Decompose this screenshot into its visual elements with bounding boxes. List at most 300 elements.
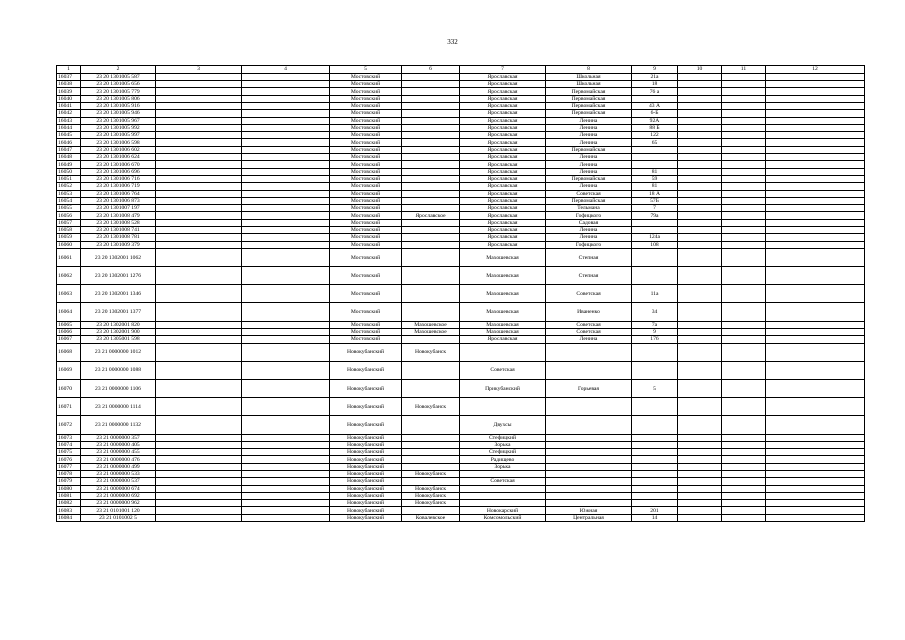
table-cell: Ярославская	[460, 81, 546, 88]
table-cell: Первомайская	[546, 110, 632, 117]
table-cell	[242, 470, 330, 477]
table-cell	[402, 124, 460, 131]
table-cell: Мостовский	[330, 212, 402, 219]
table-cell	[546, 416, 632, 434]
table-cell	[632, 485, 678, 492]
table-cell	[546, 463, 632, 470]
table-cell: 11а	[632, 285, 678, 303]
table-cell	[242, 456, 330, 463]
table-cell: Ярославская	[460, 336, 546, 343]
table-cell: 122	[632, 132, 678, 139]
table-cell	[632, 219, 678, 226]
table-cell	[242, 117, 330, 124]
table-cell: Мостовский	[330, 168, 402, 175]
table-cell	[722, 379, 766, 397]
table-row	[57, 197, 865, 204]
table-cell	[678, 456, 722, 463]
table-cell: Ярославская	[460, 139, 546, 146]
table-cell	[156, 102, 242, 109]
table-cell: Ленина	[546, 227, 632, 234]
table-cell: 23 20 1301008 781	[81, 234, 156, 241]
table-cell	[722, 449, 766, 456]
table-cell	[766, 507, 865, 514]
table-cell: Ярославская	[460, 95, 546, 102]
table-cell	[722, 470, 766, 477]
table-cell: 16043	[57, 117, 81, 124]
table-cell: 16079	[57, 478, 81, 485]
table-cell: Махошевская	[460, 285, 546, 303]
table-cell	[766, 95, 865, 102]
table-cell: Двухсы	[460, 416, 546, 434]
table-cell	[156, 379, 242, 397]
table-cell	[242, 190, 330, 197]
table-cell	[766, 478, 865, 485]
table-cell: Мостовский	[330, 227, 402, 234]
table-row	[57, 102, 865, 109]
table-cell	[678, 227, 722, 234]
table-cell: Ленина	[546, 168, 632, 175]
table-cell: 21а	[632, 73, 678, 80]
table-cell	[722, 434, 766, 441]
table-cell: Махошевская	[460, 328, 546, 335]
header-cell: 8	[546, 66, 632, 74]
table-cell	[546, 449, 632, 456]
table-cell: 5	[632, 379, 678, 397]
table-cell	[678, 241, 722, 248]
table-cell: 16064	[57, 303, 81, 321]
table-cell: 16074	[57, 441, 81, 448]
table-cell	[722, 81, 766, 88]
table-cell	[678, 234, 722, 241]
table-cell	[402, 183, 460, 190]
table-cell	[402, 146, 460, 153]
table-row	[57, 110, 865, 117]
table-cell	[402, 73, 460, 80]
table-cell: Новокубанский	[330, 441, 402, 448]
table-cell: 16084	[57, 514, 81, 521]
table-cell: Мостовский	[330, 161, 402, 168]
table-cell: Новокубанский	[330, 492, 402, 499]
table-cell: 16065	[57, 321, 81, 328]
table-row	[57, 124, 865, 131]
table-cell: 43 А	[632, 102, 678, 109]
table-cell: Новокубанский	[330, 500, 402, 507]
table-cell: 23 20 1301006 598	[81, 139, 156, 146]
table-cell	[678, 139, 722, 146]
table-cell	[156, 485, 242, 492]
table-row	[57, 205, 865, 212]
table-cell	[156, 110, 242, 117]
table-cell	[766, 161, 865, 168]
table-cell: 23 21 0000000 692	[81, 492, 156, 499]
table-cell: 16070	[57, 379, 81, 397]
table-cell: Мостовский	[330, 336, 402, 343]
table-cell	[722, 73, 766, 80]
table-cell	[242, 492, 330, 499]
table-cell	[722, 478, 766, 485]
table-row	[57, 241, 865, 248]
table-cell	[156, 81, 242, 88]
table-cell	[546, 478, 632, 485]
table-cell: Ярославская	[460, 205, 546, 212]
table-cell: Новокубанский	[330, 478, 402, 485]
table-cell	[722, 102, 766, 109]
table-cell	[766, 485, 865, 492]
table-header-row	[57, 66, 865, 74]
table-cell	[460, 343, 546, 361]
table-cell: 23 20 1301009 379	[81, 241, 156, 248]
table-cell	[766, 146, 865, 153]
table-cell	[766, 219, 865, 226]
table-cell	[402, 168, 460, 175]
table-cell	[766, 190, 865, 197]
table-cell: 16055	[57, 205, 81, 212]
table-cell	[546, 441, 632, 448]
table-cell	[766, 456, 865, 463]
table-cell	[722, 219, 766, 226]
table-cell: Мостовский	[330, 73, 402, 80]
table-cell	[632, 95, 678, 102]
table-cell	[766, 267, 865, 285]
table-cell: Мостовский	[330, 328, 402, 335]
table-cell	[156, 321, 242, 328]
table-cell	[402, 139, 460, 146]
table-body	[57, 66, 865, 522]
table-cell: 16072	[57, 416, 81, 434]
table-cell: 23 20 1301008 528	[81, 219, 156, 226]
table-cell	[678, 500, 722, 507]
table-cell	[678, 124, 722, 131]
table-cell: Ленина	[546, 154, 632, 161]
table-cell: Мостовский	[330, 234, 402, 241]
table-cell	[766, 492, 865, 499]
table-cell	[678, 154, 722, 161]
table-cell	[678, 190, 722, 197]
table-cell	[766, 434, 865, 441]
table-cell: 16075	[57, 449, 81, 456]
table-cell	[156, 303, 242, 321]
table-cell: 23 21 0000000 357	[81, 434, 156, 441]
table-cell	[678, 303, 722, 321]
table-cell	[632, 161, 678, 168]
table-cell	[766, 336, 865, 343]
table-cell	[678, 183, 722, 190]
table-cell	[678, 463, 722, 470]
table-cell: Ярославская	[460, 102, 546, 109]
table-cell	[722, 110, 766, 117]
table-cell	[156, 234, 242, 241]
table-cell	[632, 470, 678, 477]
table-cell: 16044	[57, 124, 81, 131]
table-cell	[722, 212, 766, 219]
table-cell	[722, 227, 766, 234]
table-cell	[156, 88, 242, 95]
table-cell	[242, 463, 330, 470]
table-cell	[460, 485, 546, 492]
table-row	[57, 154, 865, 161]
table-cell	[242, 95, 330, 102]
table-cell: Махошевская	[460, 303, 546, 321]
table-row	[57, 132, 865, 139]
table-row	[57, 73, 865, 80]
table-cell: 23 21 0000000 1106	[81, 379, 156, 397]
table-cell: Мостовский	[330, 81, 402, 88]
table-cell: Мостовский	[330, 132, 402, 139]
table-cell	[722, 154, 766, 161]
table-cell: Ярославская	[460, 227, 546, 234]
table-cell: Новокубанский	[330, 361, 402, 379]
table-cell: 81	[632, 168, 678, 175]
table-cell: 23 21 0000000 1114	[81, 398, 156, 416]
table-cell: Махошевская	[460, 321, 546, 328]
table-cell: 16068	[57, 343, 81, 361]
table-cell	[678, 73, 722, 80]
table-row	[57, 336, 865, 343]
table-cell: 16066	[57, 328, 81, 335]
table-cell: Горьевая	[546, 379, 632, 397]
table-cell: Школьная	[546, 81, 632, 88]
table-row	[57, 227, 865, 234]
table-cell	[242, 285, 330, 303]
table-cell: Мостовский	[330, 88, 402, 95]
table-row	[57, 514, 865, 521]
table-cell: 16081	[57, 492, 81, 499]
table-cell	[678, 248, 722, 266]
table-cell	[402, 379, 460, 397]
table-cell	[678, 285, 722, 303]
table-cell	[242, 507, 330, 514]
table-cell: 23 21 0000000 1012	[81, 343, 156, 361]
table-cell: Ярославская	[460, 124, 546, 131]
table-cell	[722, 456, 766, 463]
header-cell: 6	[402, 66, 460, 74]
table-cell	[678, 81, 722, 88]
table-cell: Степная	[546, 267, 632, 285]
table-cell	[678, 514, 722, 521]
table-cell	[402, 463, 460, 470]
table-cell: Ленина	[546, 161, 632, 168]
table-cell: 23 20 1301005 916	[81, 102, 156, 109]
table-cell: Махошевское	[402, 321, 460, 328]
table-cell	[678, 336, 722, 343]
table-cell: Ярославская	[460, 88, 546, 95]
table-cell	[678, 102, 722, 109]
table-cell	[766, 81, 865, 88]
table-cell	[242, 500, 330, 507]
table-cell: 23 20 1301006 696	[81, 168, 156, 175]
table-cell: 7	[632, 205, 678, 212]
table-row	[57, 343, 865, 361]
table-row	[57, 190, 865, 197]
table-cell: Ленина	[546, 132, 632, 139]
table-cell	[678, 361, 722, 379]
table-row	[57, 175, 865, 182]
header-cell: 12	[766, 66, 865, 74]
table-cell	[546, 434, 632, 441]
table-row	[57, 168, 865, 175]
table-cell: Ярославская	[460, 197, 546, 204]
table-cell	[678, 168, 722, 175]
table-cell	[722, 343, 766, 361]
table-cell	[766, 117, 865, 124]
table-cell: 79а	[632, 212, 678, 219]
table-row	[57, 321, 865, 328]
table-cell	[242, 183, 330, 190]
table-cell	[402, 507, 460, 514]
table-cell: Ярославская	[460, 73, 546, 80]
table-cell: Мостовский	[330, 183, 402, 190]
table-cell	[722, 132, 766, 139]
table-cell	[402, 441, 460, 448]
table-cell	[766, 470, 865, 477]
table-cell: 57Б	[632, 197, 678, 204]
table-cell: 34	[632, 303, 678, 321]
table-cell: 18 А	[632, 190, 678, 197]
table-cell: Новокубанский	[330, 463, 402, 470]
table-cell	[678, 132, 722, 139]
table-cell	[156, 154, 242, 161]
table-cell: 16082	[57, 500, 81, 507]
table-cell: 23 20 1301005 587	[81, 73, 156, 80]
table-cell: Ленина	[546, 139, 632, 146]
table-cell	[766, 361, 865, 379]
table-cell: Новокубанск	[402, 500, 460, 507]
table-cell: Ленина	[546, 117, 632, 124]
table-cell	[460, 398, 546, 416]
table-cell: 6-Б	[632, 110, 678, 117]
table-cell: 23 20 1301005 656	[81, 81, 156, 88]
table-cell	[242, 132, 330, 139]
table-row	[57, 303, 865, 321]
table-cell	[242, 336, 330, 343]
table-cell: 176	[632, 336, 678, 343]
table-cell	[242, 241, 330, 248]
table-cell: 23 20 1301006 602	[81, 146, 156, 153]
table-cell: Мостовский	[330, 248, 402, 266]
table-cell	[242, 139, 330, 146]
table-cell	[632, 227, 678, 234]
table-cell	[156, 146, 242, 153]
table-cell: 16071	[57, 398, 81, 416]
table-cell	[156, 197, 242, 204]
table-cell: Ярославская	[460, 241, 546, 248]
table-row	[57, 492, 865, 499]
table-row	[57, 161, 865, 168]
table-cell	[402, 449, 460, 456]
table-cell	[678, 219, 722, 226]
table-cell	[402, 416, 460, 434]
table-cell: 23 21 0101001 120	[81, 507, 156, 514]
table-cell	[632, 248, 678, 266]
table-cell	[766, 110, 865, 117]
table-cell	[766, 102, 865, 109]
table-cell	[242, 88, 330, 95]
table-cell	[156, 463, 242, 470]
table-cell: 23 21 0000000 499	[81, 463, 156, 470]
table-cell	[678, 205, 722, 212]
table-cell	[156, 328, 242, 335]
table-row	[57, 456, 865, 463]
table-cell: Ленина	[546, 336, 632, 343]
table-cell: Новокубанский	[330, 379, 402, 397]
table-cell	[632, 492, 678, 499]
table-cell	[242, 441, 330, 448]
table-cell	[242, 478, 330, 485]
table-cell: 16041	[57, 102, 81, 109]
table-cell: Прикубанский	[460, 379, 546, 397]
table-cell	[546, 500, 632, 507]
table-cell	[242, 110, 330, 117]
table-cell	[722, 267, 766, 285]
table-cell	[678, 197, 722, 204]
table-cell	[678, 478, 722, 485]
table-cell: 16047	[57, 146, 81, 153]
table-cell	[402, 267, 460, 285]
table-cell	[632, 456, 678, 463]
table-cell	[632, 361, 678, 379]
table-cell	[766, 139, 865, 146]
table-row	[57, 361, 865, 379]
table-cell	[460, 492, 546, 499]
table-row	[57, 416, 865, 434]
table-cell: Ярославская	[460, 110, 546, 117]
table-cell	[722, 285, 766, 303]
table-cell: Советская	[546, 190, 632, 197]
table-cell	[722, 514, 766, 521]
table-cell	[678, 416, 722, 434]
table-cell	[402, 285, 460, 303]
table-cell: Мостовский	[330, 267, 402, 285]
table-cell	[156, 492, 242, 499]
table-cell	[632, 441, 678, 448]
table-cell: 16056	[57, 212, 81, 219]
table-cell	[766, 449, 865, 456]
header-cell: 7	[460, 66, 546, 74]
table-cell	[722, 248, 766, 266]
table-cell	[156, 478, 242, 485]
table-cell	[766, 441, 865, 448]
table-cell	[546, 485, 632, 492]
table-cell	[402, 478, 460, 485]
table-cell: 16078	[57, 470, 81, 477]
table-cell	[722, 463, 766, 470]
table-cell	[722, 303, 766, 321]
table-cell	[632, 154, 678, 161]
table-cell: 23 20 1302001 900	[81, 328, 156, 335]
table-cell	[156, 219, 242, 226]
table-cell: Ленина	[546, 234, 632, 241]
table-cell	[156, 248, 242, 266]
table-row	[57, 95, 865, 102]
table-cell: Мостовский	[330, 285, 402, 303]
table-cell: 16077	[57, 463, 81, 470]
table-cell	[156, 507, 242, 514]
table-cell	[678, 507, 722, 514]
table-cell: 16049	[57, 161, 81, 168]
table-cell	[242, 81, 330, 88]
table-cell	[156, 267, 242, 285]
table-cell: Гофицкого	[546, 241, 632, 248]
table-cell	[242, 514, 330, 521]
table-cell	[242, 434, 330, 441]
table-cell	[402, 110, 460, 117]
table-row	[57, 328, 865, 335]
table-row	[57, 267, 865, 285]
table-cell	[632, 146, 678, 153]
table-cell: 16037	[57, 73, 81, 80]
table-cell: Южная	[546, 507, 632, 514]
table-row	[57, 485, 865, 492]
